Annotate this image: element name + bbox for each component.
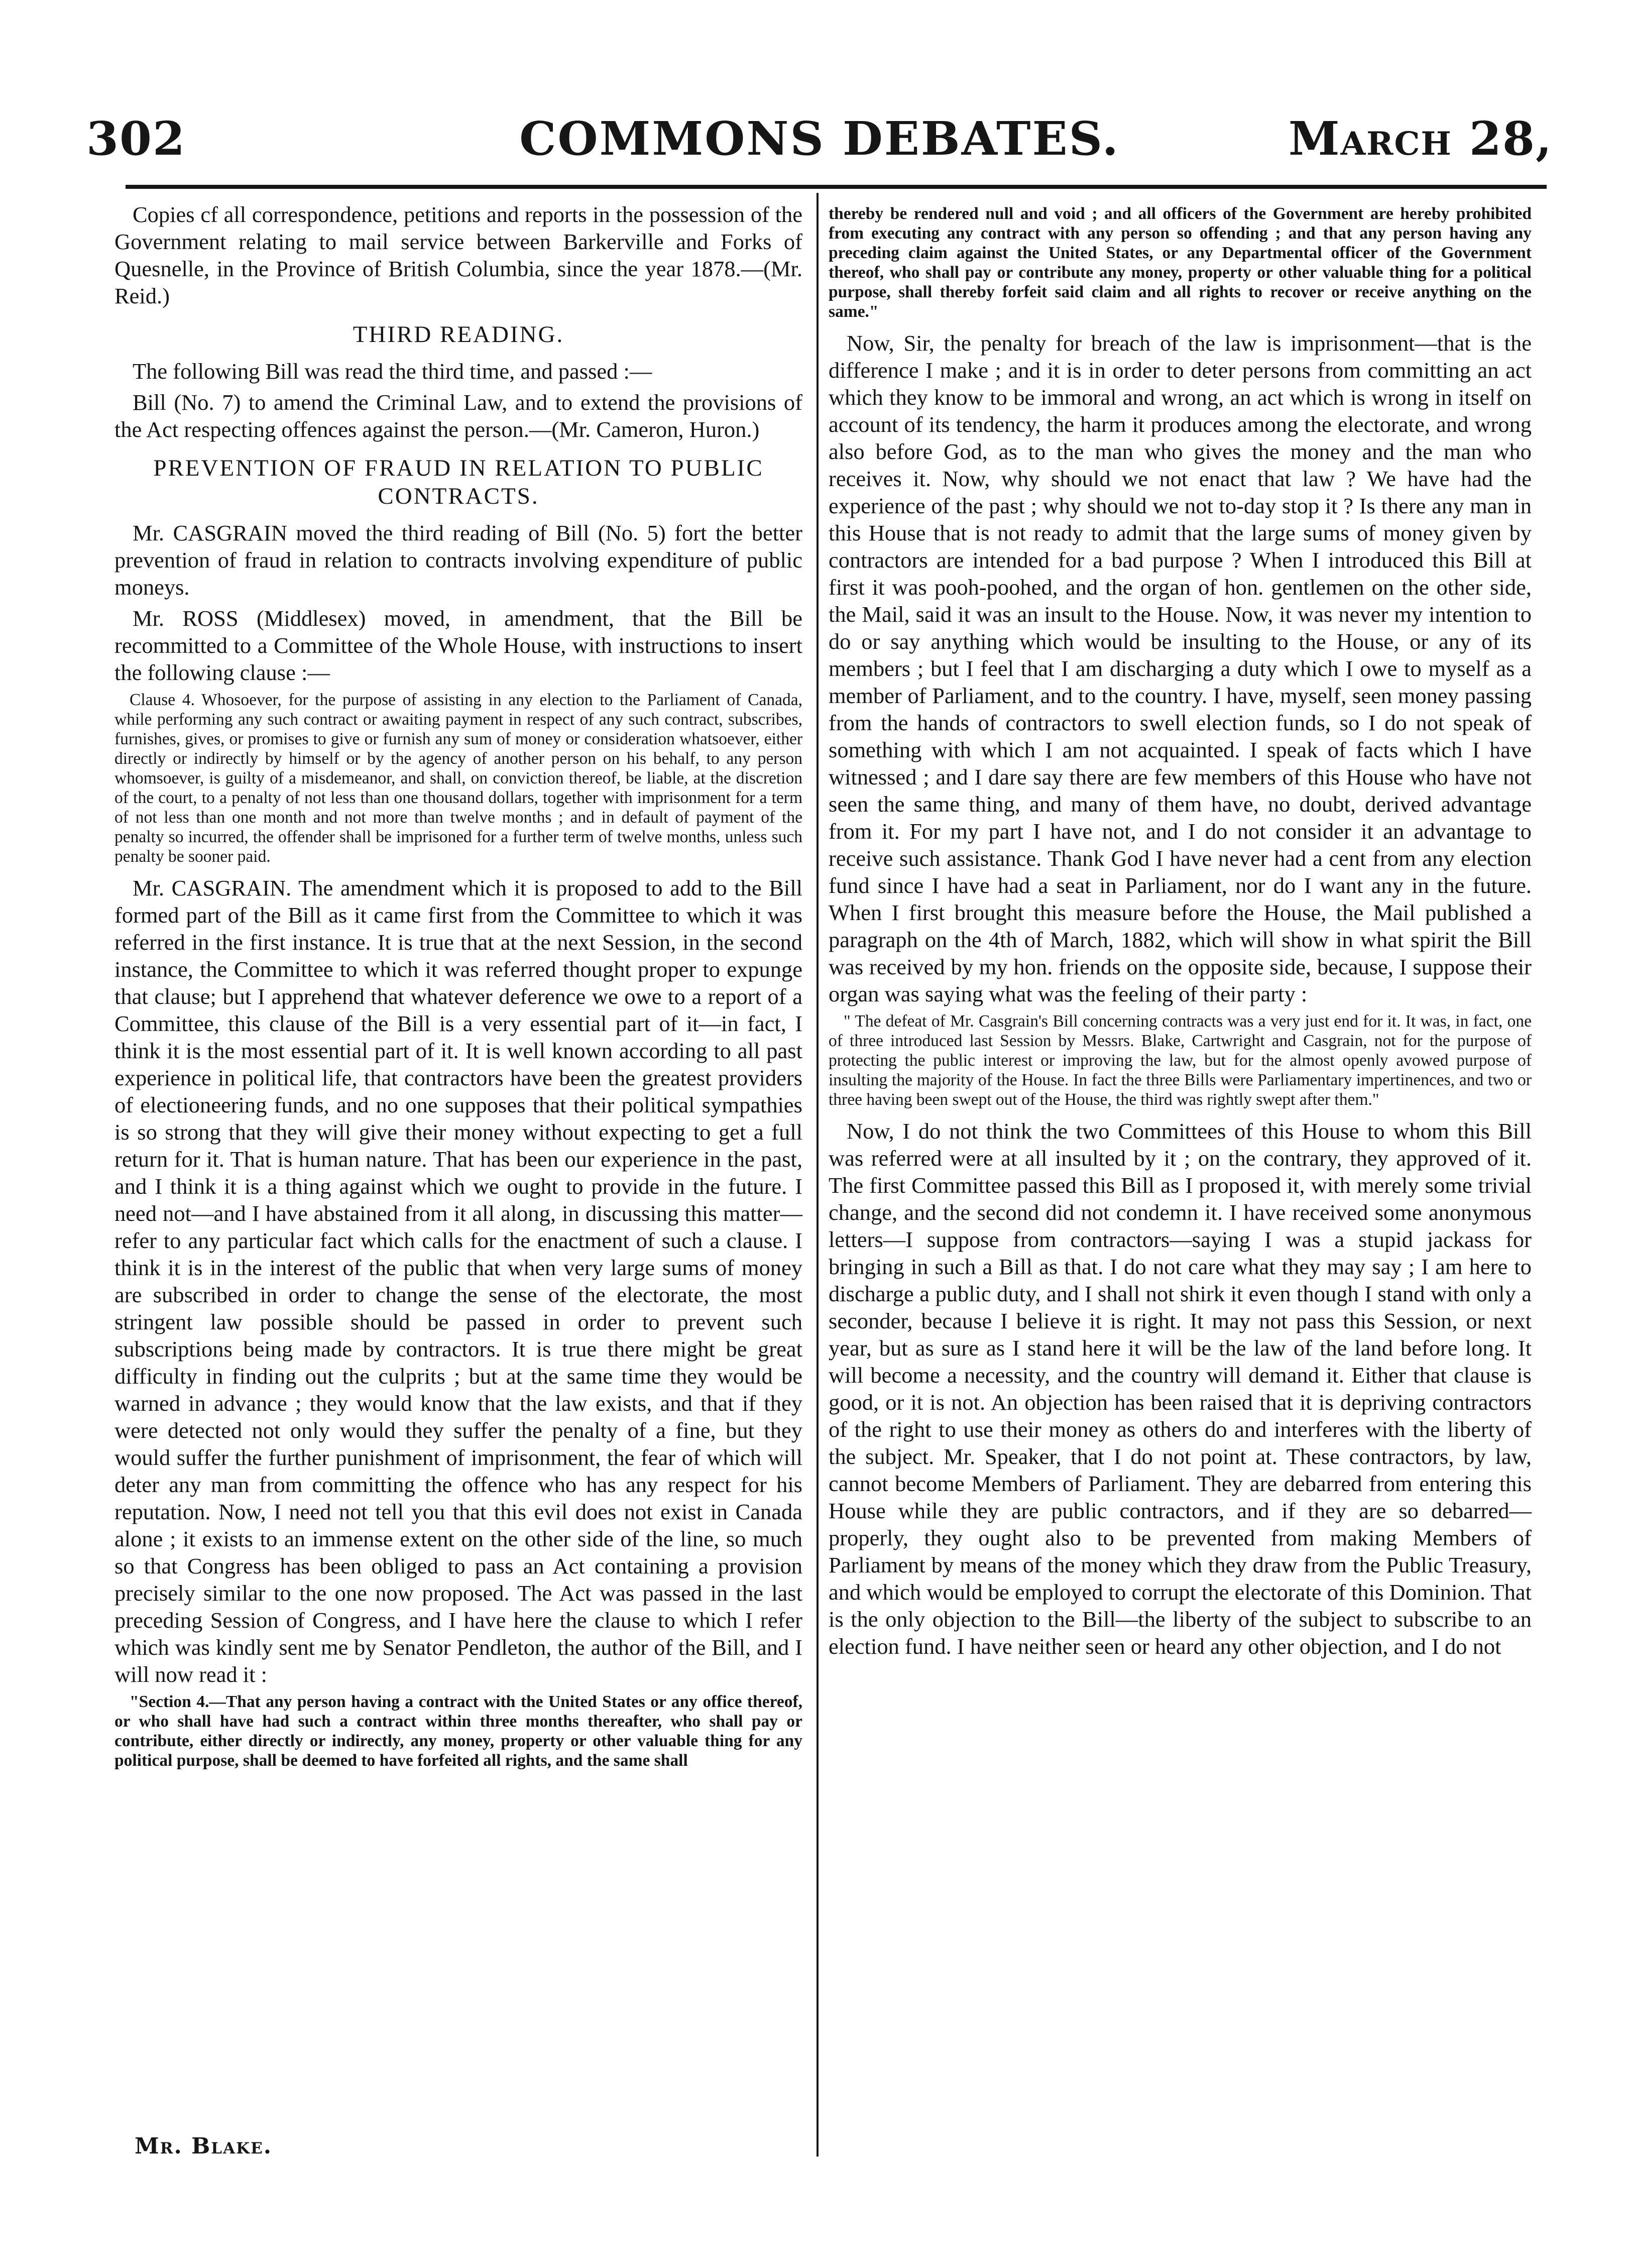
paragraph: Copies cf all correspondence, petitions and reports in the possession of the Government relating to mail service between Barkerville and Forks of Quesnelle, in the Province of British Columbia, since the year 1878.—(Mr. Reid.) xyxy=(114,202,802,308)
paragraph: Mr. CASGRAIN. The amendment which it is proposed to add to the Bill formed part of the Bill as it came first from the Committee to which it was referred in the first instance. It is true that at the next Session, in the second instance, the Committee to which it was referred thought proper to expunge that clause; but I apprehend that whatever deference we owe to a report of a Committee, this clause of the Bill is a very essential part of it—in fact, I think it is the most essential part of it. It is well known according to all past experience in political life, that contractors have been the greatest providers of electioneering funds, and no one supposes that their political sympathies is so strong that they will give their money without expecting to get a full return for it. That is human nature. That has been our experience in the past, and I think it is a thing against which we ought to provide in the future. I need not—and I have abstained from it all along, in discussing this matter—refer to any particular fact which calls for the enactment of such a clause. I think it is in the interest of the public that when very large sums of money are subscribed in order to change the sense of the electorate, the most stringent law possible should be passed in order to prevent such subscriptions being made by contractors. It is true there might be great difficulty in finding out the culprits ; but at the same time they would be warned in advance ; they would know that the law exists, and that if they were detected not only would they suffer the penalty of a fine, but they would suffer the further punishment of imprisonment, the fear of which will deter any man from committing the offence who has any respect for his reputation. Now, I need not tell you that this evil does not exist in Canada alone ; it exists to an immense extent on the other side of the line, so much so that Congress has been obliged to pass an Act containing a provision precisely similar to the one now proposed. The Act was passed in the last preceding Session of Congress, and I have here the clause to which I refer which was kindly sent me by Senator Pendleton, the author of the Bill, and I will now read it : xyxy=(114,875,802,1687)
quoted-section-continued: thereby be rendered null and void ; and all officers of the Government are hereby prohibited from executing any contract with any person so offending ; and that any person having any preceding claim against the United States, or any Departmental officer of the Government thereof, who shall pay or contribute any money, property or other valuable thing for a political purpose, shall thereby forfeit said claim and all rights to recover or receive anything on the same." xyxy=(829,204,1532,321)
paragraph: Bill (No. 7) to amend the Criminal Law, and to extend the provisions of the Act respecting offences against the person.—(Mr. Cameron, Huron.) xyxy=(114,390,802,442)
footer-speaker: Mr. Blake. xyxy=(135,2133,273,2159)
quoted-newspaper: " The defeat of Mr. Casgrain's Bill concerning contracts was a very just end for it. It was, in fact, one of three introduced last Session by Messrs. Blake, Cartwright and Casgrain, not for the purpose of protecting the public interest or improving the law, but for the almost openly avowed purpose of insulting the majority of the House. In fact the three Bills were Parliamentary impertinences, and two or three having been swept out of the House, the third was rightly swept after them." xyxy=(829,1012,1532,1109)
publication-title: COMMONS DEBATES. xyxy=(519,111,1120,166)
section-heading: THIRD READING. xyxy=(353,321,564,348)
paragraph: Now, I do not think the two Committees of this House to whom this Bill was referred were at all insulted by it ; on the contrary, they approved of it. The first Committee passed this Bill as I proposed it, with merely some trivial change, and the second did not condemn it. I have received some anonymous letters—I suppose from contractors—saying I was a stupid jackass for bringing in such a Bill as that. I do not care what they may say ; I am here to discharge a public duty, and I shall not shirk it even though I stand with only a seconder, because I believe it is right. It may not pass this Session, or next year, but as sure as I stand here it will be the law of the land before long. It will become a necessity, and the country will demand it. Either that clause is good, or it is not. An objection has been raised that it is depriving contractors of the right to use their money as others do and interferes with the liberty of the subject. Mr. Speaker, that I do not point at. These contractors, by law, cannot become Members of Parliament. They are debarred from entering this House while they are public contractors, and if they are so debarred—properly, they ought also to be prevented from making Members of Parliament by means of the money which they draw from the Public Treasury, and which would be employed to corrupt the electorate of this Dominion. That is the only objection to the Bill—the liberty of the subject to subscribe to an election fund. I have neither seen or heard any other objection, and I do not xyxy=(829,1118,1532,1659)
page-number: 302 xyxy=(86,111,186,166)
paragraph: Now, Sir, the penalty for breach of the law is imprisonment—that is the difference I make ; and it is in order to deter persons from committing an act which they know to be immoral and wrong, an act which is wrong in itself on account of its tendency, the harm it produces among the electorate, and wrong also before God, as to the man who gives the money and the man who receives it. Now, why should we not enact that law ? We have had the experience of the past ; why should we not to-day stop it ? Is there any man in this House that is not ready to admit that the large sums of money given by contractors are intended for a bad purpose ? When I introduced this Bill at first it was pooh-poohed, and the organ of hon. gentlemen on the other side, the Mail, said it was an insult to the House. Now, it was never my intention to do or say anything which would be insulting to the House, or any of its members ; but I feel that I am discharging a duty which I owe to myself as a member of Parliament, and to the country. I have, myself, seen money passing from the hands of contractors to swell election funds, so I do not speak of something with which I am not acquainted. I speak of facts which I have witnessed ; and I dare say there are few members of this House who have not seen the same thing, and many of them have, no doubt, derived advantage from it. For my part I have not, and I do not consider it an advantage to receive such assistance. Thank God I have never had a cent from any election fund since I have had a seat in Parliament, nor do I want any in the future. When I first brought this measure before the House, the Mail published a paragraph on the 4th of March, 1882, which will show in what spirit the Bill was received by my hon. friends on the opposite side, because, I suppose their organ was saying what was the feeling of their party : xyxy=(829,330,1532,1006)
column-divider xyxy=(817,193,819,2157)
quoted-section: "Section 4.—That any person having a contract with the United States or any office thereof, or who shall have had such a contract within three months thereafter, who shall pay or contribute, either directly or indirectly, any money, property or other valuable thing for any political purpose, shall be deemed to have forfeited all rights, and the same shall xyxy=(114,1692,802,1770)
quoted-clause: Clause 4. Whosoever, for the purpose of assisting in any election to the Parliament of Canada, while performing any such contract or awaiting payment in respect of any such contract, subscribes, furnishes, gives, or promises to give or furnish any sum of money or consideration whatsoever, either directly or indirectly by himself or by the agency of another person on his behalf, to any person whomsoever, is guilty of a misdemeanor, and shall, on conviction thereof, be liable, at the discretion of the court, to a penalty of not less than one thousand dollars, together with imprisonment for a term of not less than one month and not more than twelve months ; and in default of payment of the penalty so incurred, the offender shall be imprisoned for a further term of twelve months, unless such penalty be sooner paid. xyxy=(114,691,802,866)
section-heading: PREVENTION OF FRAUD IN RELATION TO PUBLIC CONTRACTS. xyxy=(153,455,764,509)
paragraph: Mr. ROSS (Middlesex) moved, in amendment, that the Bill be recommitted to a Committee of the Whole House, with instructions to insert the following clause :— xyxy=(114,606,802,685)
header-rule xyxy=(126,185,1547,189)
paragraph: Mr. CASGRAIN moved the third reading of Bill (No. 5) fort the better prevention of fraud in relation to contracts involving expenditure of public moneys. xyxy=(114,520,802,600)
paragraph: The following Bill was read the third time, and passed :— xyxy=(133,359,652,384)
header-date: March 28, xyxy=(1288,111,1553,166)
right-column xyxy=(829,201,1532,1664)
left-column xyxy=(114,201,802,1778)
page-header xyxy=(86,106,1553,177)
